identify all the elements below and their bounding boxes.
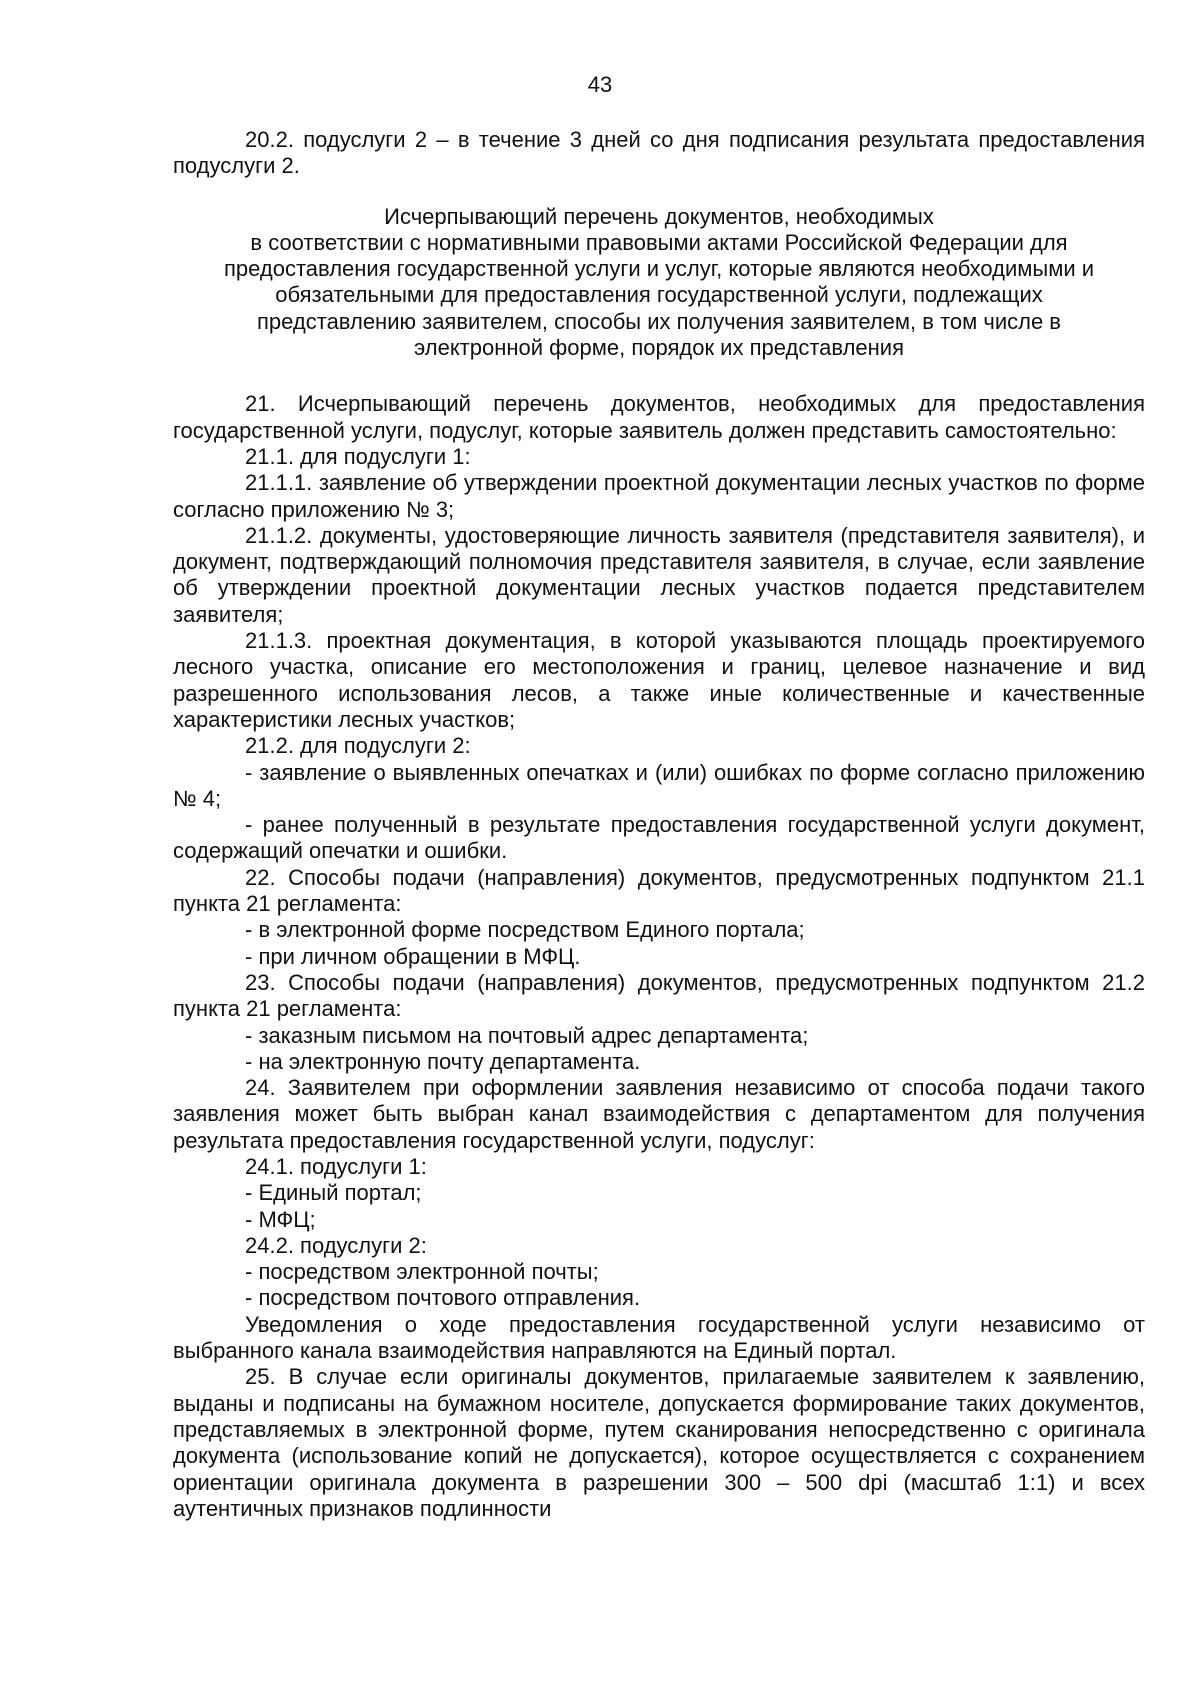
list-item: - заявление о выявленных опечатках и (или) ошибках по форме согласно приложению № 4; xyxy=(173,759,1145,811)
page-number: 43 xyxy=(587,72,613,97)
paragraph-25: 25. В случае если оригиналы документов, прилагаемые заявителем к заявлению, выданы и подписаны на бумажном носителе, допускается формирование таких документов, представляемых в электронной форме, путем сканирования непосредственно с оригинала документа (использование копий не допускается), которое осуществляется с сохранением ориентации оригинала документа в разрешении 300 – 500 dpi (масштаб 1:1) и всех аутентичных признаков подлинности xyxy=(173,1364,1145,1521)
section-heading xyxy=(173,204,1145,362)
paragraph-21-1-2: 21.1.2. документы, удостоверяющие личность заявителя (представителя заявителя), и документ, подтверждающий полномочия представителя заявителя, в случае, если заявление об утверждении проектной документации лесных участков подается представителем заявителя; xyxy=(173,522,1145,627)
heading-line-1: Исчерпывающий перечень документов, необходимых xyxy=(384,203,934,229)
list-item: - заказным письмом на почтовый адрес департамента; xyxy=(245,1022,809,1048)
paragraph-notifications: Уведомления о ходе предоставления государственной услуги независимо от выбранного канала взаимодействия направляются на Единый портал. xyxy=(173,1311,1145,1364)
paragraph-24-2: 24.2. подуслуги 2: xyxy=(245,1232,427,1258)
document-body xyxy=(173,127,1145,1522)
heading-line-3: предоставления государственной услуги и услуг, которые являются необходимыми и xyxy=(223,256,1095,282)
list-item: - Единый портал; xyxy=(245,1180,422,1206)
list-item: - посредством почтового отправления. xyxy=(245,1285,641,1311)
paragraph-22: 22. Способы подачи (направления) документов, предусмотренных подпунктом 21.1 пункта 21 регламента: xyxy=(173,864,1145,917)
list-item: - при личном обращении в МФЦ. xyxy=(245,943,581,969)
paragraph-20-2: 20.2. подуслуги 2 – в течение 3 дней со дня подписания результата предоставления подуслуги 2. xyxy=(173,127,1145,179)
list-item: - посредством электронной почты; xyxy=(245,1259,599,1285)
paragraph-21-1: 21.1. для подуслуги 1: xyxy=(245,443,471,469)
paragraph-24: 24. Заявителем при оформлении заявления независимо от способа подачи такого заявления может быть выбран канал взаимодействия с департаментом для получения результата предоставления государственной услуги, подуслуг: xyxy=(173,1075,1145,1153)
list-item: - в электронной форме посредством Единого портала; xyxy=(245,917,805,943)
heading-line-4: обязательными для предоставления государственной услуги, подлежащих xyxy=(275,282,1043,308)
list-item: - на электронную почту департамента. xyxy=(245,1048,641,1074)
heading-line-5: представлению заявителем, способы их получения заявителем, в том числе в xyxy=(257,308,1061,334)
paragraph-21-2: 21.2. для подуслуги 2: xyxy=(245,733,471,759)
paragraph-21: 21. Исчерпывающий перечень документов, необходимых для предоставления государственной услуги, подуслуг, которые заявитель должен представить самостоятельно: xyxy=(173,391,1145,443)
heading-line-6: электронной форме, порядок их представления xyxy=(414,335,904,361)
paragraph-21-1-3: 21.1.3. проектная документация, в которой указываются площадь проектируемого лесного участка, описание его местоположения и границ, целевое назначение и вид разрешенного использования лесов, а также иные количественные и качественные характеристики лесных участков; xyxy=(173,628,1145,732)
paragraph-21-1-1: 21.1.1. заявление об утверждении проектной документации лесных участков по форме согласно приложению № 3; xyxy=(173,470,1145,522)
heading-line-2: в соответствии с нормативными правовыми актами Российской Федерации для xyxy=(250,229,1068,255)
paragraph-24-1: 24.1. подуслуги 1: xyxy=(245,1153,427,1179)
list-item: - МФЦ; xyxy=(245,1206,316,1232)
list-item: - ранее полученный в результате предоставления государственной услуги документ, содержащий опечатки и ошибки. xyxy=(173,812,1145,864)
paragraph-23: 23. Способы подачи (направления) документов, предусмотренных подпунктом 21.2 пункта 21 регламента: xyxy=(173,969,1145,1022)
